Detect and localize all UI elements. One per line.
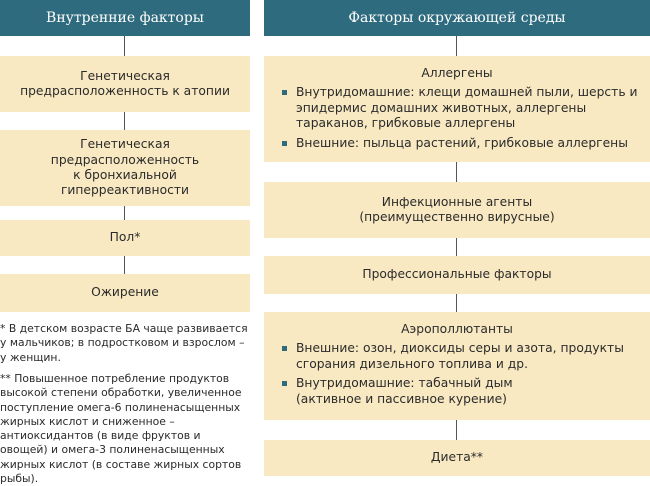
connector-line bbox=[124, 206, 125, 220]
pollutants-title: Аэрополлютанты bbox=[401, 322, 513, 336]
professional-box bbox=[264, 256, 650, 294]
professional-text: Профессиональные факторы bbox=[362, 267, 552, 282]
infection-text: Инфекционные агенты (преимущественно вирусные) bbox=[359, 194, 555, 224]
pollutants-list bbox=[274, 341, 640, 407]
allergens-box bbox=[264, 56, 650, 162]
obesity-text: Ожирение bbox=[91, 285, 159, 300]
connector-line bbox=[456, 420, 457, 440]
diet-box bbox=[264, 440, 650, 476]
connector-line bbox=[456, 36, 457, 56]
footnote-sex: * В детском возрасте БА чаще развивается у мальчиков; в подростковом и взрослом – у женщин. bbox=[0, 322, 248, 364]
connector-line bbox=[456, 294, 457, 312]
footnote-diet: ** Повышенное потребление продуктов высокой степени обработки, увеличенное поступление омега-6 полиненасыщенных жирных кислот и сниженное – антиоксидантов (в виде фруктов и овощей) и омега-3 полиненасыщенных жирных кислот (в составе жирных сортов рыбы). bbox=[0, 372, 242, 486]
sex-box bbox=[0, 220, 250, 256]
environmental-factors-title: Факторы окружающей среды bbox=[348, 10, 566, 26]
infection-box bbox=[264, 182, 650, 238]
genetic-hyperreactivity-box bbox=[0, 130, 250, 206]
pollutants-item-outdoor: Внешние: озон, диоксиды серы и азота, продукты сгорания дизельного топлива и др. bbox=[296, 341, 640, 372]
genetic-atopy-box bbox=[0, 56, 250, 112]
allergens-list bbox=[274, 85, 640, 151]
sex-text: Пол* bbox=[109, 230, 141, 245]
allergens-title: Аллергены bbox=[421, 66, 493, 80]
environmental-factors-header bbox=[264, 0, 650, 36]
genetic-atopy-text: Генетическая предрасположенность к атопии bbox=[20, 68, 230, 98]
connector-line bbox=[124, 256, 125, 274]
diet-text: Диета** bbox=[430, 450, 484, 465]
connector-line bbox=[124, 36, 125, 56]
pollutants-box bbox=[264, 312, 650, 420]
internal-factors-header bbox=[0, 0, 250, 36]
obesity-box bbox=[0, 274, 250, 312]
genetic-hyperreactivity-text: Генетическая предрасположенность к бронхиальной гиперреактивности bbox=[50, 137, 200, 198]
allergens-item-outdoor: Внешние: пыльца растений, грибковые аллергены bbox=[296, 136, 640, 151]
connector-line bbox=[456, 162, 457, 182]
connector-line bbox=[456, 238, 457, 256]
internal-factors-title: Внутренние факторы bbox=[46, 10, 204, 26]
pollutants-item-indoor: Внутридомашние: табачный дым (активное и пассивное курение) bbox=[296, 376, 640, 407]
connector-line bbox=[124, 112, 125, 130]
allergens-item-indoor: Внутридомашние: клещи домашней пыли, шерсть и эпидермис домашних животных, аллергены тараканов, грибковые аллергены bbox=[296, 85, 640, 131]
